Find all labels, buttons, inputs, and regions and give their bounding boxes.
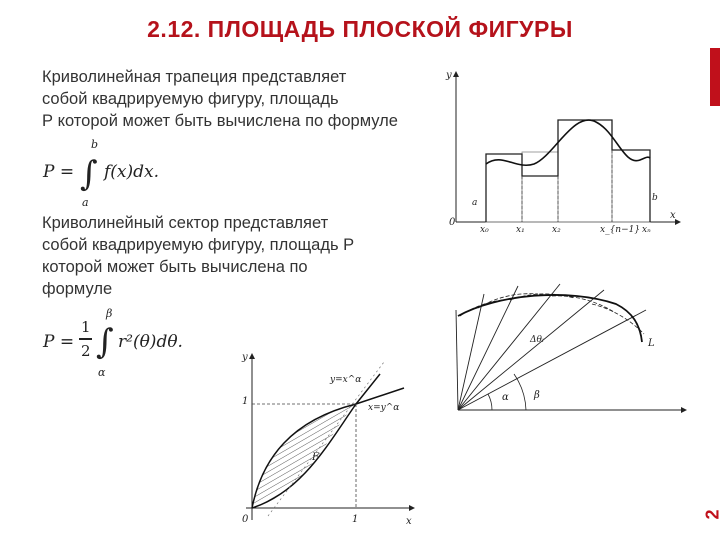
accent-bar xyxy=(710,48,720,106)
angle-alpha-label: α xyxy=(502,392,509,403)
fraction-denominator: 2 xyxy=(81,342,91,360)
one-y-label: 1 xyxy=(242,396,249,407)
tick-x0: x₀ xyxy=(480,225,489,235)
formula-lhs: P = xyxy=(43,162,75,182)
upper-limit: β xyxy=(106,307,113,320)
y-axis-label: y xyxy=(242,352,248,363)
approx-arcs xyxy=(460,294,644,334)
tick-x2: x₂ xyxy=(552,225,561,235)
slide-title: 2.12. ПЛОЩАДЬ ПЛОСКОЙ ФИГУРЫ xyxy=(147,16,573,42)
text-line: собой квадрируемую фигуру, площадь xyxy=(42,90,339,108)
label-a: a xyxy=(472,198,478,208)
paragraph-sector xyxy=(42,212,354,300)
curve-f xyxy=(486,120,650,165)
one-x-label: 1 xyxy=(352,514,359,525)
curve1-label: y=x^α xyxy=(330,375,362,385)
text-line: которой может быть вычислена по xyxy=(42,258,308,276)
step-outline xyxy=(486,120,650,222)
delta-theta-label: Δθᵢ xyxy=(530,335,544,345)
tick-x1: x₁ xyxy=(516,225,525,235)
integral-sign: ∫ xyxy=(96,322,114,362)
fraction-numerator: 1 xyxy=(81,318,91,336)
figure-curvilinear-sector xyxy=(448,282,693,422)
x-axis-label: x xyxy=(670,210,676,221)
y-axis-label: y xyxy=(446,70,452,81)
integrand: r²(θ)dθ. xyxy=(118,332,183,352)
fraction-bar xyxy=(79,338,92,340)
tick-xn: xₙ xyxy=(642,225,651,235)
paragraph-trapezoid xyxy=(42,66,398,132)
integrand: f(x)dx. xyxy=(104,162,160,182)
diagonal-guide xyxy=(268,362,384,516)
ordinates xyxy=(522,150,612,222)
rays xyxy=(456,284,646,410)
tick-xn-1: x_{n−1} xyxy=(600,225,641,235)
upper-limit: b xyxy=(91,138,99,151)
curve-label: L xyxy=(648,338,655,349)
curve2-label: x=y^α xyxy=(368,403,400,413)
x-axis-label: x xyxy=(406,516,412,527)
region-label: F xyxy=(312,452,319,463)
text-line: Криволинейная трапеция представляет xyxy=(42,68,347,86)
approx-rectangles xyxy=(486,120,650,222)
figure-curvilinear-trapezoid xyxy=(440,66,690,236)
lower-limit: α xyxy=(98,366,106,379)
text-line: Криволинейный сектор представляет xyxy=(42,214,329,232)
origin-label: 0 xyxy=(449,217,456,228)
integral-sign: ∫ xyxy=(80,154,98,194)
label-b: b xyxy=(652,193,658,203)
formula-lhs: P = xyxy=(43,332,75,352)
figure-region-between-curves xyxy=(232,348,422,530)
text-line: формуле xyxy=(42,280,113,298)
text-line: собой квадрируемую фигуру, площадь Р xyxy=(42,236,355,254)
angle-beta-label: β xyxy=(534,390,540,401)
page-number: 2 xyxy=(702,509,723,520)
lower-limit: a xyxy=(82,196,89,209)
text-line: Р которой может быть вычислена по формуле xyxy=(42,112,398,130)
origin-label: 0 xyxy=(242,514,249,525)
